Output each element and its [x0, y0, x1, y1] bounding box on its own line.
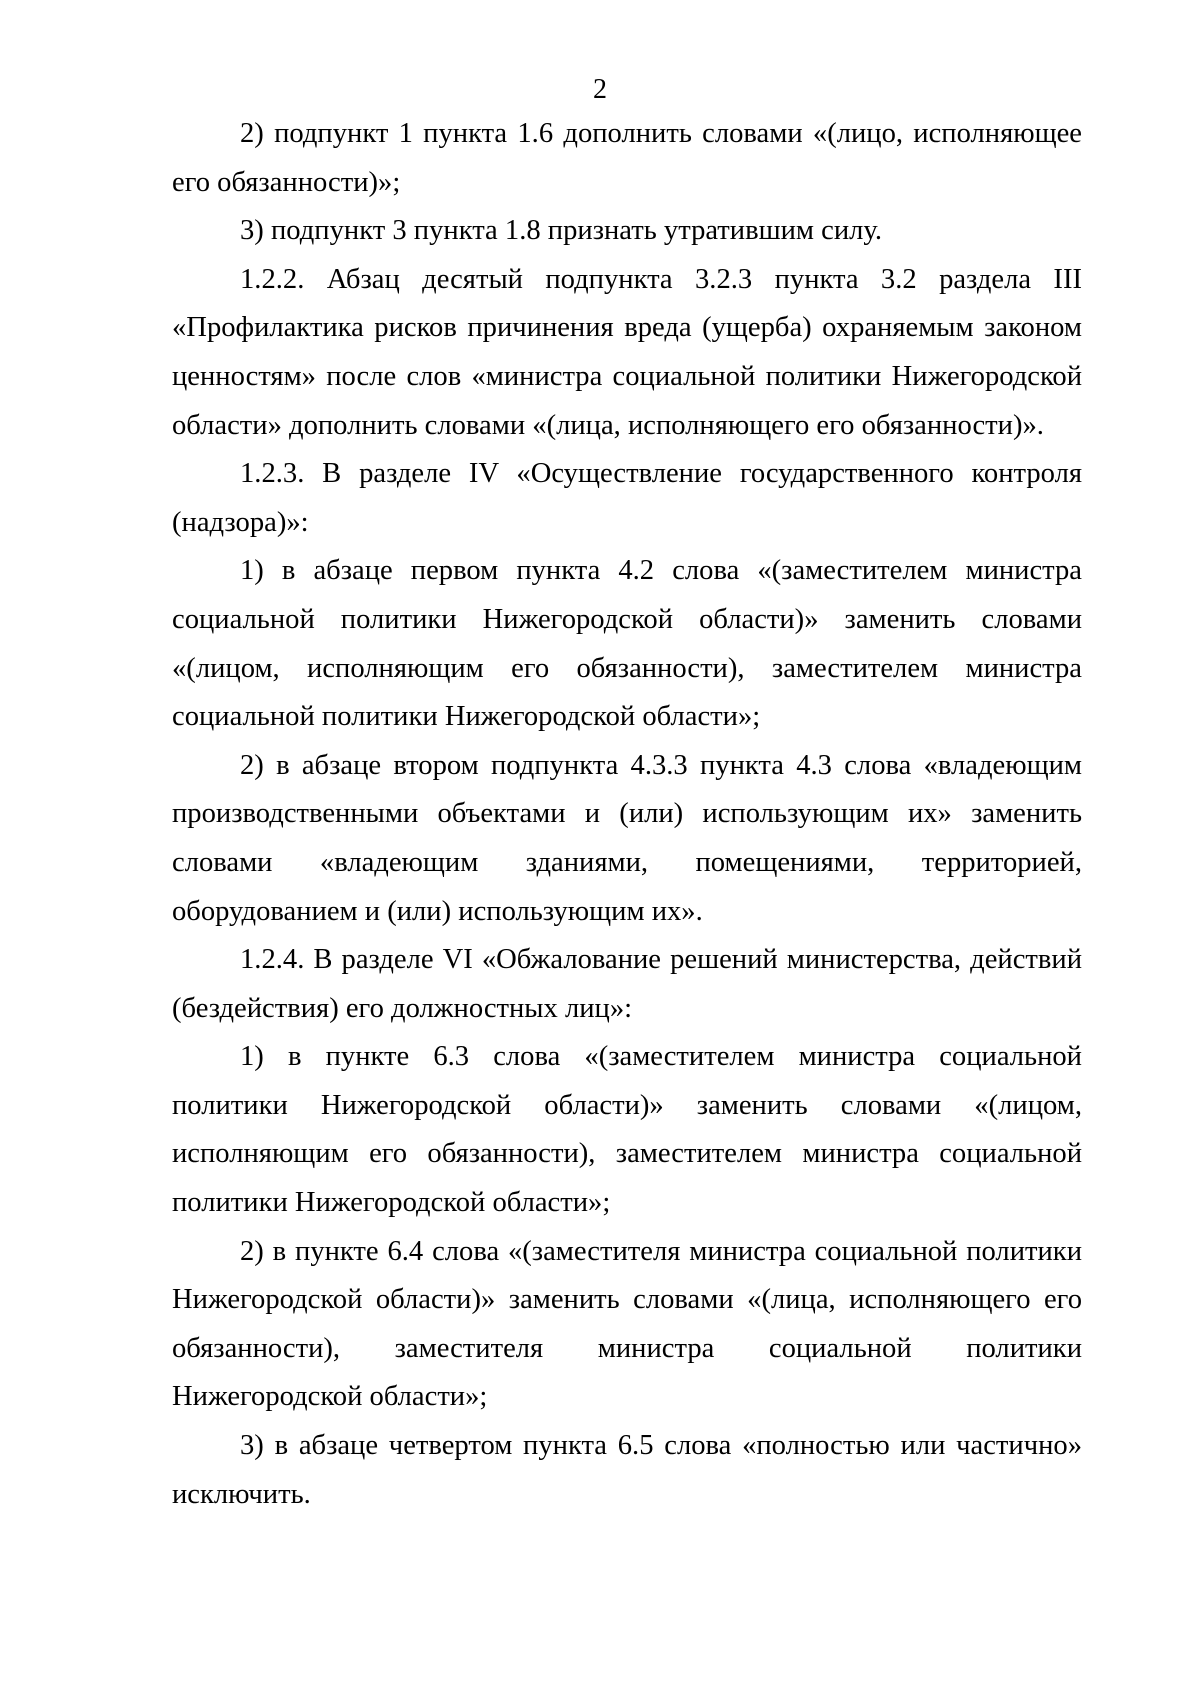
paragraph-1-2-2: 1.2.2. Абзац десятый подпункта 3.2.3 пункта 3.2 раздела III «Профилактика рисков причинения вреда (ущерба) охраняемым законом ценностям» после слов «министра социальной политики Нижегородской области» дополнить словами «(лица, исполняющего его обязанности)». — [172, 263, 1082, 441]
paragraph-amend-6-3: 1) в пункте 6.3 слова «(заместителем министра социальной политики Нижегородской области)» заменить словами «(лицом, исполняющим его обязанности), заместителем министра социальной политики Нижегородской области»; — [172, 1041, 1082, 1219]
paragraph-amend-6-5: 3) в абзаце четвертом пункта 6.5 слова «полностью или частично» исключить. — [172, 1430, 1082, 1510]
paragraph-amend-1-8: 3) подпункт 3 пункта 1.8 признать утратившим силу. — [240, 215, 883, 247]
paragraph-1-2-3: 1.2.3. В разделе IV «Осуществление государственного контроля (надзора)»: — [172, 458, 1082, 538]
paragraph-amend-4-2: 1) в абзаце первом пункта 4.2 слова «(заместителем министра социальной политики Нижегородской области)» заменить словами «(лицом, исполняющим его обязанности), заместителем министра социальной политики Нижегородской области»; — [172, 555, 1082, 733]
page-number: 2 — [593, 74, 607, 105]
paragraph-amend-6-4: 2) в пункте 6.4 слова «(заместителя министра социальной политики Нижегородской области)» заменить словами «(лица, исполняющего его обязанности), заместителя министра социальной политики Нижегородской области»; — [172, 1235, 1082, 1413]
paragraph-amend-1-6: 2) подпункт 1 пункта 1.6 дополнить словами «(лицо, исполняющее его обязанности)»; — [172, 118, 1082, 198]
paragraph-1-2-4: 1.2.4. В разделе VI «Обжалование решений министерства, действий (бездействия) его должностных лиц»: — [172, 944, 1082, 1024]
document-body — [172, 110, 1082, 1519]
paragraph-amend-4-3-3: 2) в абзаце втором подпункта 4.3.3 пункта 4.3 слова «владеющим производственными объектами и (или) использующим их» заменить словами «владеющим зданиями, помещениями, территорией, оборудованием и (или) использующим их». — [172, 749, 1082, 927]
